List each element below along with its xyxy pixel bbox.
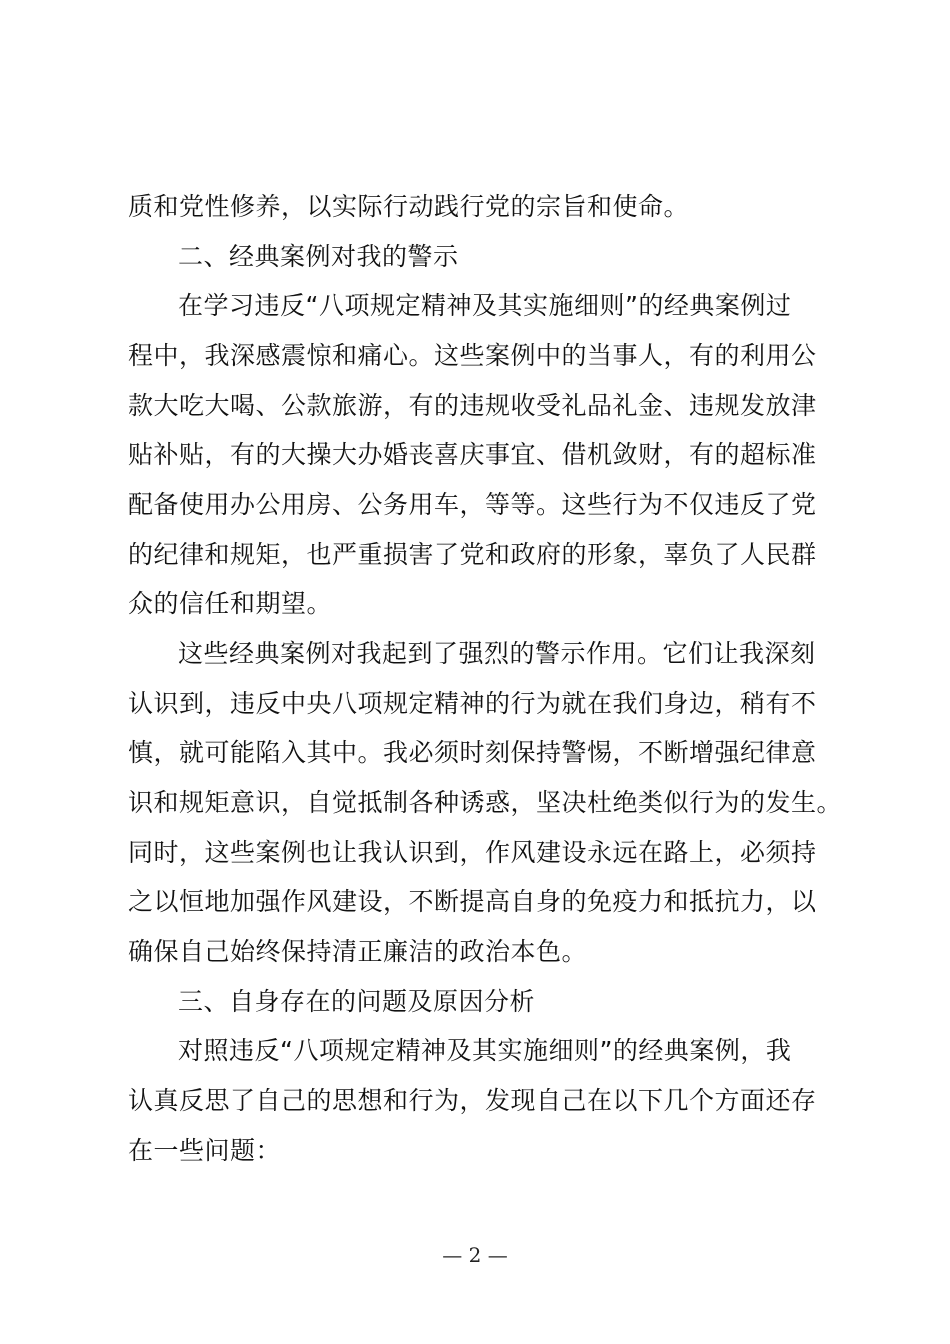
paragraph-line: 众的信任和期望。 (128, 589, 333, 618)
paragraph-line: 认真反思了自己的思想和行为，发现自己在以下几个方面还存 (128, 1086, 817, 1115)
paragraph-line: 程中，我深感震惊和痛心。这些案例中的当事人，有的利用公 (128, 341, 817, 370)
page-number: — 2 — (442, 1243, 508, 1267)
paragraph-line: 对照违反“八项规定精神及其实施细则”的经典案例，我 (178, 1036, 792, 1065)
section-heading-2: 二、经典案例对我的警示 (178, 242, 459, 271)
paragraph-line: 同时，这些案例也让我认识到，作风建设永远在路上，必须持 (128, 838, 817, 867)
paragraph-line: 之以恒地加强作风建设，不断提高自身的免疫力和抵抗力，以 (128, 887, 817, 916)
paragraph-line: 认识到，违反中央八项规定精神的行为就在我们身边，稍有不 (128, 689, 817, 718)
paragraph-line: 贴补贴，有的大操大办婚丧喜庆事宜、借机敛财，有的超标准 (128, 440, 817, 469)
paragraph-line: 确保自己始终保持清正廉洁的政治本色。 (128, 937, 588, 966)
paragraph-line: 在学习违反“八项规定精神及其实施细则”的经典案例过 (178, 291, 792, 320)
paragraph-line: 慎，就可能陷入其中。我必须时刻保持警惕，不断增强纪律意 (128, 738, 817, 767)
paragraph-line: 识和规矩意识，自觉抵制各种诱惑，坚决杜绝类似行为的发生。 (128, 788, 843, 817)
paragraph-line: 款大吃大喝、公款旅游，有的违规收受礼品礼金、违规发放津 (128, 391, 817, 420)
body-line: 质和党性修养，以实际行动践行党的宗旨和使命。 (128, 192, 690, 221)
paragraph-line: 的纪律和规矩，也严重损害了党和政府的形象，辜负了人民群 (128, 540, 817, 569)
paragraph-line: 在一些问题： (128, 1136, 282, 1165)
paragraph-line: 这些经典案例对我起到了强烈的警示作用。它们让我深刻 (178, 639, 816, 668)
paragraph-line: 配备使用办公用房、公务用车，等等。这些行为不仅违反了党 (128, 490, 817, 519)
section-heading-3: 三、自身存在的问题及原因分析 (178, 987, 536, 1016)
